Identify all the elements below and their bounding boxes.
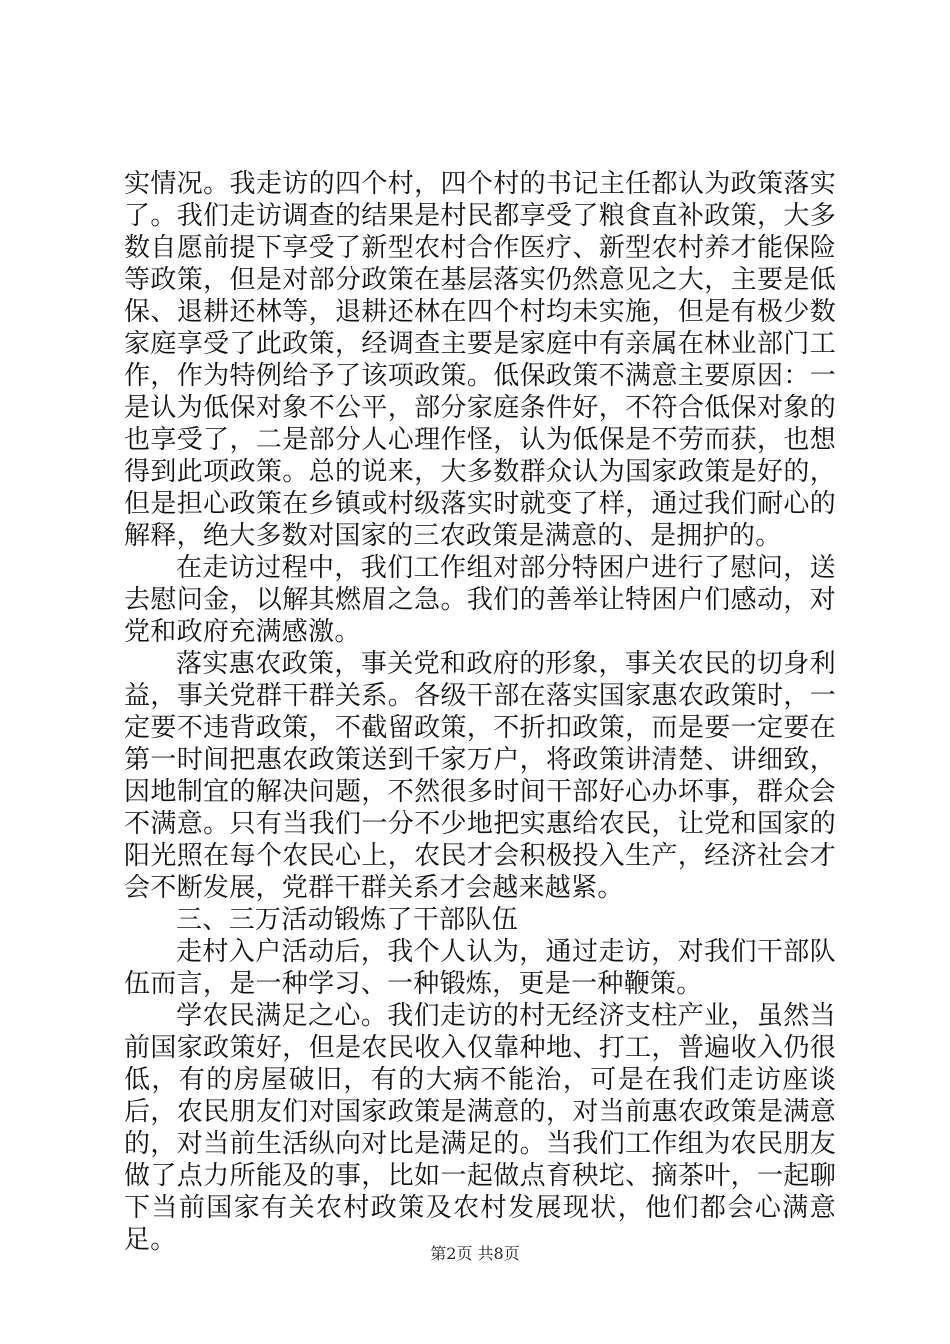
document-body bbox=[124, 168, 836, 1256]
page-number-footer: 第2页 共8页 bbox=[430, 1244, 520, 1263]
paragraph: 在走访过程中，我们工作组对部分特困户进行了慰问，送去慰问金，以解其燃眉之急。我们的善举让特困户们感动，对党和政府充满感激。 bbox=[124, 553, 836, 647]
section-heading: 三、三万活动锻炼了干部队伍 bbox=[176, 905, 518, 935]
paragraph: 走村入户活动后，我个人认为，通过走访，对我们干部队伍而言，是一种学习、一种锻炼，更是一种鞭策。 bbox=[124, 937, 836, 999]
paragraph-continued: 实情况。我走访的四个村，四个村的书记主任都认为政策落实了。我们走访调查的结果是村民都享受了粮食直补政策，大多数自愿前提下享受了新型农村合作医疗、新型农村养才能保险等政策，但是对部分政策在基层落实仍然意见之大，主要是低保、退耕还林等，退耕还林在四个村均未实施，但是有极少数家庭享受了此政策，经调查主要是家庭中有亲属在林业部门工作，作为特例给予了该项政策。低保政策不满意主要原因：一是认为低保对象不公平，部分家庭条件好，不符合低保对象的也享受了，二是部分人心理作怪，认为低保是不劳而获，也想得到此项政策。总的说来，大多数群众认为国家政策是好的，但是担心政策在乡镇或村级落实时就变了样，通过我们耐心的解释，绝大多数对国家的三农政策是满意的、是拥护的。 bbox=[124, 169, 836, 551]
paragraph: 落实惠农政策，事关党和政府的形象，事关农民的切身利益，事关党群干群关系。各级干部在落实国家惠农政策时，一定要不违背政策，不截留政策，不折扣政策，而是要一定要在第一时间把惠农政策送到千家万户，将政策讲清楚、讲细致，因地制宜的解决问题，不然很多时间干部好心办坏事，群众会不满意。只有当我们一分不少地把实惠给农民，让党和国家的阳光照在每个农民心上，农民才会积极投入生产，经济社会才会不断发展，党群干群关系才会越来越紧。 bbox=[124, 649, 836, 903]
paragraph: 学农民满足之心。我们走访的村无经济支柱产业，虽然当前国家政策好，但是农民收入仅靠种地、打工，普遍收入仍很低，有的房屋破旧，有的大病不能治，可是在我们走访座谈后，农民朋友们对国家政策是满意的，对当前惠农政策是满意的，对当前生活纵向对比是满足的。当我们工作组为农民朋友做了点力所能及的事，比如一起做点育秧坨、摘茶叶，一起聊下当前国家有关农村政策及农村发展现状，他们都会心满意足。 bbox=[124, 1001, 836, 1255]
